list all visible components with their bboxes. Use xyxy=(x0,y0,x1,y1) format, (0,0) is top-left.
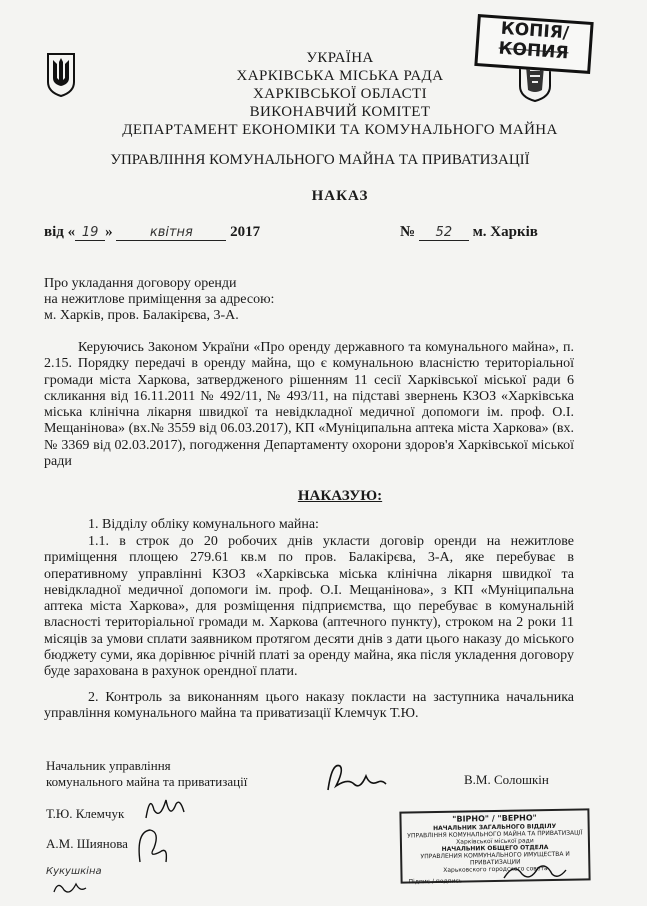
verno-line7: Харьковского городского совета xyxy=(443,865,548,874)
approver-2-signature xyxy=(130,822,174,873)
head-handwritten-signature xyxy=(320,756,390,805)
signatory-name: В.М. Солошкін xyxy=(464,772,549,787)
header-department: ДЕПАРТАМЕНТ ЕКОНОМІКИ ТА КОМУНАЛЬНОГО МАЙНА xyxy=(122,122,558,138)
order-date xyxy=(44,224,260,241)
verno-stamp-signature xyxy=(500,858,570,889)
date-mid: » xyxy=(105,224,113,240)
verno-line3: УПРАВЛІННЯ КОМУНАЛЬНОГО МАЙНА ТА ПРИВАТИЗАЦІЇ xyxy=(407,829,583,840)
verno-line4: Харківської міської ради xyxy=(456,837,534,846)
header-city-council: ХАРКІВСЬКА МІСЬКА РАДА xyxy=(236,68,444,84)
approver-3-signature xyxy=(50,876,90,903)
subject-line3: м. Харків, пров. Балакірєва, 3-А. xyxy=(44,308,239,323)
preamble-text: Керуючись Законом України «Про оренду державного та комунального майна», п. 2.15. Порядку передачі в оренду майна, що є комунальною власністю територіальної громади міста Харкова, затвердженого рішенням 11 сесії Харківської міської ради 6 скликання від 16.11.2011 № 492/11, № 493/11, на підставі звернень КЗОЗ «Харківська міська клінічна лікарня швидкої та невідкладної медичної допомоги ім. проф. О.І. Мещанінова» (вх.№ 3559 від 06.03.2017), КП «Муніципальна аптека міста Харкова» (вх.№ 3369 від 02.03.2017), погодження Департаменту охорони здоров'я Харківської міської ради xyxy=(44,340,574,470)
document-type: НАКАЗ xyxy=(311,188,369,204)
header-country: УКРАЇНА xyxy=(306,50,374,66)
approver-1: Т.Ю. Клемчук xyxy=(46,806,125,821)
date-month: квітня xyxy=(116,225,226,241)
order-subject xyxy=(44,276,274,324)
subject-line2: на нежитлове приміщення за адресою: xyxy=(44,292,275,307)
order-word: НАКАЗУЮ: xyxy=(297,488,383,504)
order-number xyxy=(400,224,538,241)
order-city: м. Харків xyxy=(472,224,538,240)
order-item-1: 1. Відділу обліку комунального майна: xyxy=(88,517,319,532)
number-value: 52 xyxy=(419,225,469,241)
verno-line5: НАЧАЛЬНИК ОБЩЕГО ОТДЕЛА xyxy=(441,844,549,853)
verno-line6: УПРАВЛЕНИЯ КОММУНАЛЬНОГО ИМУЩЕСТВА И ПРИВАТИЗАЦИИ xyxy=(420,850,570,867)
approver-3: Кукушкіна xyxy=(46,866,102,877)
approver-2: А.М. Шиянова xyxy=(46,836,128,851)
ukraine-trident-emblem xyxy=(46,52,76,98)
date-day: 19 xyxy=(75,225,105,241)
copy-stamp-line1: КОПІЯ/ xyxy=(500,18,570,44)
header-executive-committee: ВИКОНАВЧИЙ КОМІТЕТ xyxy=(249,104,431,120)
header-administration: УПРАВЛІННЯ КОМУНАЛЬНОГО МАЙНА ТА ПРИВАТИЗАЦІЇ xyxy=(110,152,530,168)
verno-line8: Підпис / подпись xyxy=(408,877,463,886)
header-region: ХАРКІВСЬКОЇ ОБЛАСТІ xyxy=(253,86,427,102)
date-year: 2017 xyxy=(230,224,261,240)
number-prefix: № xyxy=(400,224,416,240)
order-item-1-1: 1.1. в строк до 20 робочих днів укласти договір оренди на нежитлове приміщення площею 279.61 кв.м по пров. Балакірєва, 3-А, яке перебуває в оперативному управлінні КЗОЗ «Харківська міська клінічна лікарня швидкої та невідкладної медичної допомоги ім. проф. О.І. Мещанінова», з КП «Муніципальна аптека міста Харкова», для розміщення підприємства, що перебуває в комунальній власності територіальної громади м. Харкова (аптечного пункту), строком на 2 роки 11 місяців за умови сплати заявником протягом десяти днів з дати цього наказу до міського бюджету суми, яка дорівнює річній платі за оренду майна, яка після укладення договору буде зарахована в рахунок орендної плати. xyxy=(44,534,574,680)
verno-line1: "ВІРНО" / "ВЕРНО" xyxy=(452,813,537,824)
verno-line2: НАЧАЛЬНИК ЗАГАЛЬНОГО ВІДДІЛУ xyxy=(433,822,557,833)
order-item-2: 2. Контроль за виконанням цього наказу покласти на заступника начальника управління комунального майна та приватизації Клемчук Т.Ю. xyxy=(44,690,574,722)
signatory-title-line2: комунального майна та приватизації xyxy=(46,774,248,789)
copy-stamp-line2: КОПИЯ xyxy=(497,38,570,64)
date-prefix: від « xyxy=(44,224,76,240)
subject-line1: Про укладання договору оренди xyxy=(44,276,237,291)
signatory-title-line1: Начальник управління xyxy=(46,758,171,773)
